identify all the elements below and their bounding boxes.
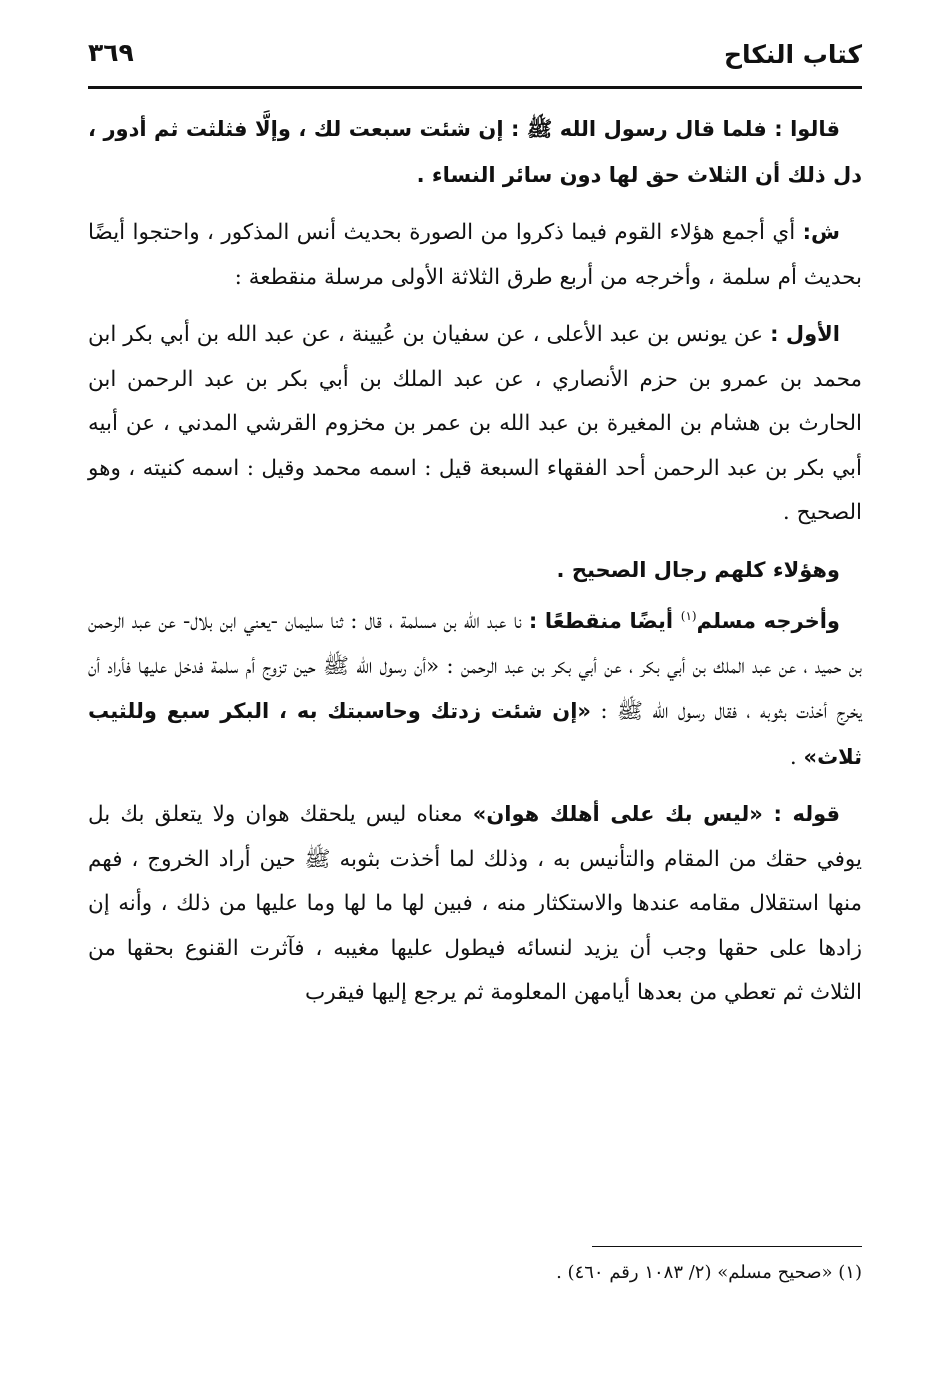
paragraph-commentary bbox=[88, 210, 862, 300]
page-header bbox=[88, 36, 862, 89]
paragraph-lead: ش: bbox=[802, 220, 840, 244]
paragraph-explanation bbox=[88, 792, 862, 1016]
footnote: (١) «صحيح مسلم» (٢/ ١٠٨٣ رقم ٤٦٠) . bbox=[556, 1262, 862, 1283]
paragraph-muslim-chain bbox=[88, 599, 862, 780]
paragraph-text: عن يونس بن عبد الأعلى ، عن سفيان بن عُيينة ، عن عبد الله بن أبي بكر ابن محمد بن عمرو بن حزم الأنصاري ، عن عبد الملك بن أبي بكر بن عبد الرحمن ابن الحارث بن هشام بن المغيرة بن عبد الله بن عمر بن مخزوم القرشي المدني ، عن أبيه أبي بكر بن عبد الرحمن أحد الفقهاء السبعة قيل : اسمه محمد وقيل : اسمه كنيته ، وهو الصحيح . bbox=[88, 322, 862, 525]
page-body bbox=[88, 107, 862, 1016]
book-page bbox=[88, 36, 862, 1356]
paragraph-lead: وأخرجه مسلم bbox=[696, 609, 840, 633]
footnote-marker[interactable]: (١) bbox=[680, 608, 697, 623]
paragraph-first-chain bbox=[88, 312, 862, 536]
hadith-quote: «إن شئت زدتك وحاسبتك به ، البكر سبع وللثيب ثلاث» bbox=[88, 699, 862, 769]
paragraph-text: أي أجمع هؤلاء القوم فيما ذكروا من الصورة بحديث أنس المذكور ، واحتجوا أيضًا بحديث أم سلمة ، وأخرجه من أربع طرق الثلاثة الأولى مرسلة منقطعة : bbox=[88, 220, 862, 290]
book-section-title: كتاب النكاح bbox=[723, 40, 862, 69]
paragraph-text: معناه ليس يلحقك هوان ولا يتعلق بك بل يوفي حقك من المقام والتأنيس به ، وذلك لما أخذت بثوبه ﷺ حين أراد الخروج ، فهم منها استقلال مقامه عندها والاستكثار منه ، فبين لها ما لها وما عليها من ذلك ، وأنه إن زادها على حقها وجب أن يزيد لنسائه فيطول عليها مغيبه ، فآثرت القنوع بحقها من الثلاث ثم تعطي من بعدها أيامهن المعلومة ثم يرجع إليها فيقرب bbox=[88, 802, 862, 1005]
paragraph-conclusion bbox=[88, 107, 862, 198]
page-number: ٣٦٩ bbox=[88, 38, 134, 67]
paragraph-text: نا عبد الله بن مسلمة ، قال : ثنا سليمان -يعني ابن بلال- عن عبد الرحمن بن حميد ، عن عبد الملك بن أبي بكر ، عن أبي بكر بن عبد الرحمن : «أن رسول الله ﷺ حين تزوج أم سلمة فدخل عليها فأراد أن يخرج أخذت بثوبه ، فقال رسول الله ﷺ : bbox=[88, 609, 863, 724]
paragraph-text: وهؤلاء كلهم رجال الصحيح . bbox=[556, 557, 840, 582]
footnote-divider bbox=[592, 1246, 862, 1247]
paragraph-lead: الأول : bbox=[770, 322, 840, 346]
paragraph-tail: . bbox=[789, 744, 804, 770]
paragraph-lead-2: أيضًا منقطعًا : bbox=[528, 609, 681, 633]
paragraph-narrators-note bbox=[88, 548, 862, 594]
paragraph-lead: قوله : «ليس بك على أهلك هوان» bbox=[472, 802, 840, 826]
paragraph-text: قالوا : فلما قال رسول الله ﷺ : إن شئت سبعت لك ، وإلَّا فثلثت ثم أدور ، دل ذلك أن الثلاث حق لها دون سائر النساء . bbox=[88, 117, 862, 187]
